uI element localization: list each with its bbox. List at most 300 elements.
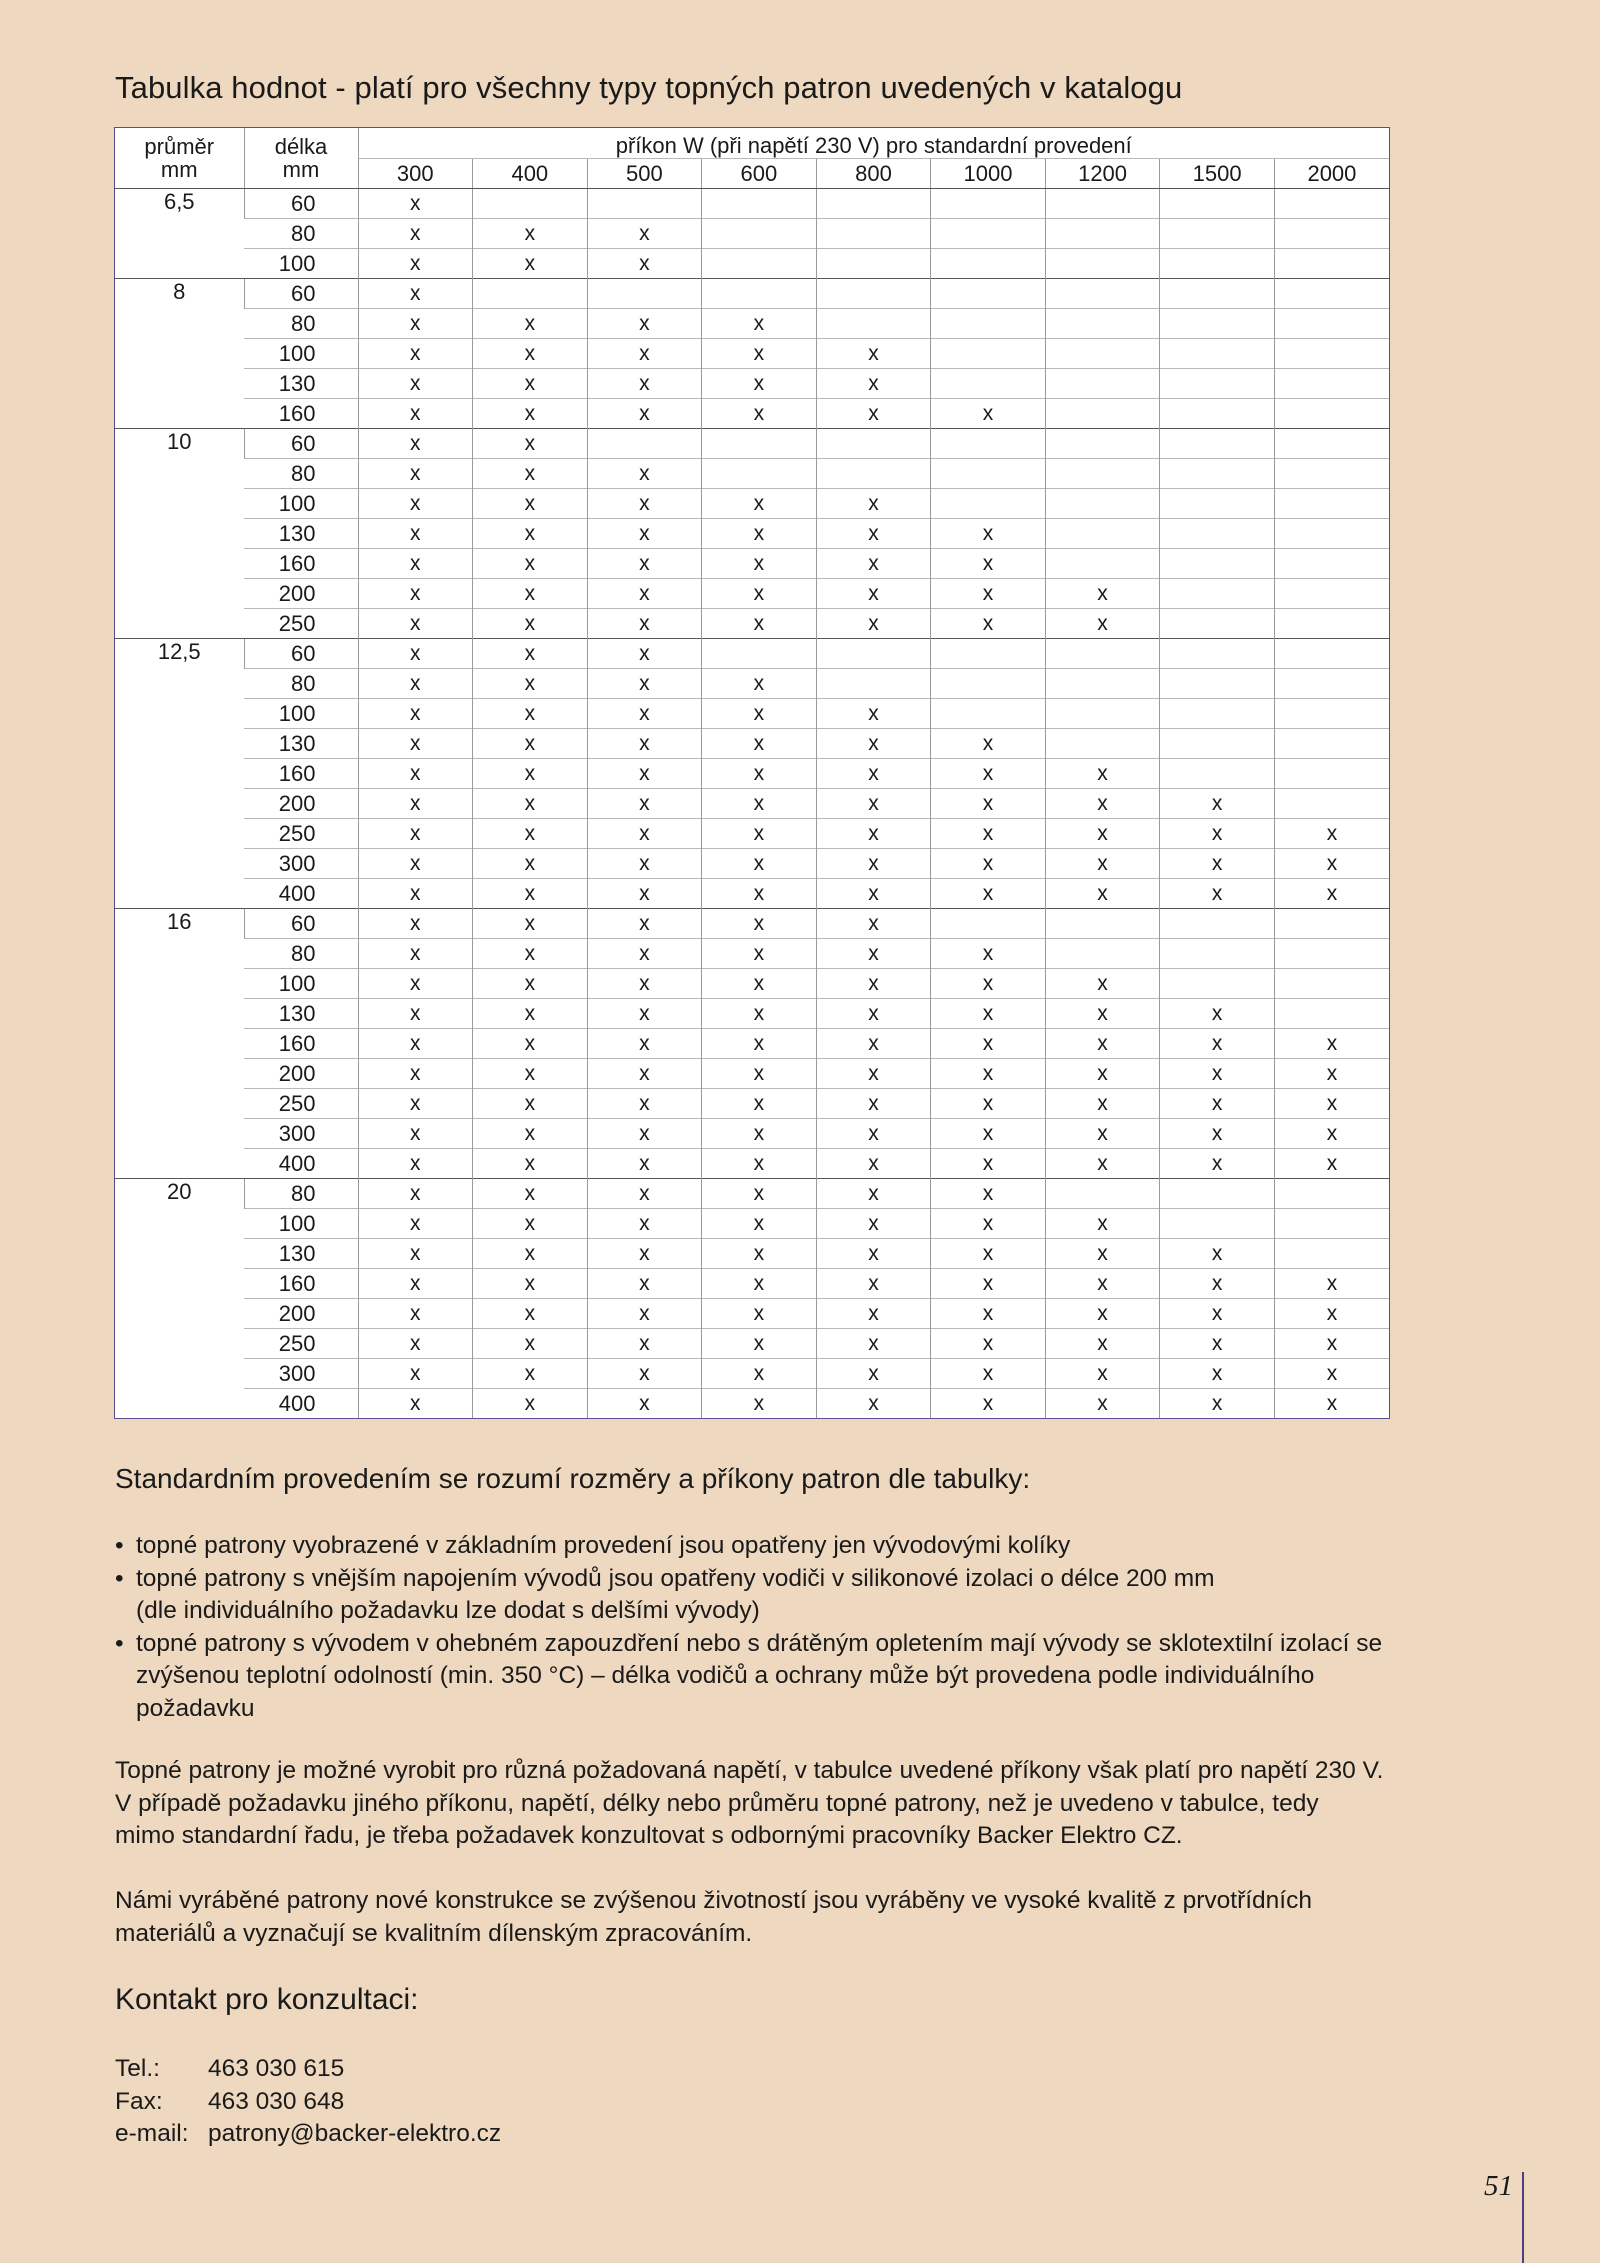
table-row xyxy=(115,1359,1389,1389)
empty-cell xyxy=(1045,279,1160,309)
availability-mark: x xyxy=(358,309,473,339)
availability-mark: x xyxy=(702,729,817,759)
empty-cell xyxy=(1274,939,1389,969)
availability-mark: x xyxy=(702,999,817,1029)
availability-mark: x xyxy=(702,519,817,549)
contact-heading: Kontakt pro konzultaci: xyxy=(115,1983,419,2016)
availability-mark: x xyxy=(1160,999,1275,1029)
diameter-cell: 20 xyxy=(115,1179,244,1419)
availability-mark: x xyxy=(358,1359,473,1389)
empty-cell xyxy=(1160,279,1275,309)
email-label: e-mail: xyxy=(115,2120,189,2147)
availability-mark: x xyxy=(816,1329,931,1359)
availability-mark: x xyxy=(702,1029,817,1059)
availability-mark: x xyxy=(816,939,931,969)
length-cell: 100 xyxy=(244,969,358,999)
availability-mark: x xyxy=(931,1149,1046,1179)
empty-cell xyxy=(702,429,817,459)
table-row xyxy=(115,279,1389,309)
header-power: příkon W (při napětí 230 V) pro standardní provedení xyxy=(358,128,1389,159)
availability-mark: x xyxy=(816,489,931,519)
availability-mark: x xyxy=(816,1359,931,1389)
empty-cell xyxy=(1274,549,1389,579)
availability-mark: x xyxy=(358,399,473,429)
availability-mark: x xyxy=(1274,1029,1389,1059)
availability-mark: x xyxy=(587,1329,702,1359)
header-power-column: 2000 xyxy=(1274,159,1389,189)
availability-mark: x xyxy=(358,189,473,219)
availability-mark: x xyxy=(587,879,702,909)
empty-cell xyxy=(816,309,931,339)
empty-cell xyxy=(1274,609,1389,639)
availability-mark: x xyxy=(1045,1359,1160,1389)
page-edge-rule xyxy=(1522,2172,1524,2263)
bullet-list xyxy=(115,1530,1535,1725)
availability-mark: x xyxy=(358,1029,473,1059)
empty-cell xyxy=(1274,1209,1389,1239)
availability-mark: x xyxy=(702,309,817,339)
availability-mark: x xyxy=(587,339,702,369)
table-row xyxy=(115,909,1389,939)
availability-mark: x xyxy=(816,999,931,1029)
availability-mark: x xyxy=(473,579,588,609)
empty-cell xyxy=(1160,609,1275,639)
availability-mark: x xyxy=(931,1059,1046,1089)
availability-mark: x xyxy=(587,729,702,759)
header-diameter: průměr xyxy=(144,133,215,159)
table-row xyxy=(115,459,1389,489)
empty-cell xyxy=(1160,639,1275,669)
header-power-column: 500 xyxy=(587,159,702,189)
table-row xyxy=(115,879,1389,909)
availability-mark: x xyxy=(473,1239,588,1269)
availability-mark: x xyxy=(587,549,702,579)
contact-email-row xyxy=(115,2118,501,2151)
length-cell: 200 xyxy=(244,1059,358,1089)
availability-mark: x xyxy=(358,549,473,579)
empty-cell xyxy=(1160,189,1275,219)
length-cell: 250 xyxy=(244,1089,358,1119)
header-diameter-unit: mm xyxy=(115,159,244,189)
availability-mark: x xyxy=(358,1209,473,1239)
empty-cell xyxy=(587,279,702,309)
availability-mark: x xyxy=(816,339,931,369)
availability-mark: x xyxy=(816,1119,931,1149)
availability-mark: x xyxy=(702,1179,817,1209)
table-row xyxy=(115,639,1389,669)
availability-mark: x xyxy=(1274,879,1389,909)
availability-mark: x xyxy=(931,609,1046,639)
paragraph-voltage xyxy=(115,1755,1555,1853)
contact-fax-row xyxy=(115,2086,501,2119)
availability-mark: x xyxy=(1274,1359,1389,1389)
empty-cell xyxy=(1274,399,1389,429)
table-row xyxy=(115,219,1389,249)
availability-mark: x xyxy=(1160,1059,1275,1089)
availability-mark: x xyxy=(473,1299,588,1329)
empty-cell xyxy=(473,189,588,219)
empty-cell xyxy=(1274,699,1389,729)
availability-mark: x xyxy=(1274,1389,1389,1419)
availability-mark: x xyxy=(587,1059,702,1089)
length-cell: 60 xyxy=(244,909,358,939)
availability-mark: x xyxy=(473,369,588,399)
empty-cell xyxy=(1045,189,1160,219)
availability-mark: x xyxy=(816,549,931,579)
table-row xyxy=(115,1179,1389,1209)
table-row xyxy=(115,249,1389,279)
availability-mark: x xyxy=(931,1269,1046,1299)
page-title: Tabulka hodnot - platí pro všechny typy topných patron uvedených v katalogu xyxy=(115,70,1183,105)
availability-mark: x xyxy=(702,1209,817,1239)
length-cell: 160 xyxy=(244,1269,358,1299)
availability-mark: x xyxy=(1160,879,1275,909)
availability-mark: x xyxy=(473,969,588,999)
header-length: délka xyxy=(244,128,358,159)
availability-mark: x xyxy=(702,579,817,609)
availability-mark: x xyxy=(702,549,817,579)
availability-mark: x xyxy=(473,309,588,339)
empty-cell xyxy=(1160,579,1275,609)
table-row xyxy=(115,1209,1389,1239)
table-row xyxy=(115,729,1389,759)
availability-mark: x xyxy=(1045,1029,1160,1059)
availability-mark: x xyxy=(1274,1269,1389,1299)
availability-mark: x xyxy=(587,1299,702,1329)
availability-mark: x xyxy=(358,489,473,519)
empty-cell xyxy=(1274,459,1389,489)
fax-label: Fax: xyxy=(115,2087,163,2115)
availability-mark: x xyxy=(931,1089,1046,1119)
availability-mark: x xyxy=(473,1089,588,1119)
empty-cell xyxy=(1274,579,1389,609)
availability-mark: x xyxy=(816,1389,931,1419)
availability-mark: x xyxy=(473,849,588,879)
availability-mark: x xyxy=(931,819,1046,849)
empty-cell xyxy=(702,459,817,489)
email-link[interactable]: patrony@backer-elektro.cz xyxy=(208,2120,502,2147)
empty-cell xyxy=(1160,699,1275,729)
availability-mark: x xyxy=(473,609,588,639)
empty-cell xyxy=(1160,1209,1275,1239)
length-cell: 130 xyxy=(244,999,358,1029)
availability-mark: x xyxy=(587,639,702,669)
availability-mark: x xyxy=(587,1119,702,1149)
availability-mark: x xyxy=(358,699,473,729)
availability-mark: x xyxy=(1274,1149,1389,1179)
availability-mark: x xyxy=(473,1179,588,1209)
empty-cell xyxy=(1160,759,1275,789)
availability-mark: x xyxy=(587,669,702,699)
availability-mark: x xyxy=(1045,759,1160,789)
availability-mark: x xyxy=(587,249,702,279)
availability-mark: x xyxy=(1045,849,1160,879)
availability-mark: x xyxy=(1274,1089,1389,1119)
availability-mark: x xyxy=(358,669,473,699)
length-cell: 80 xyxy=(244,669,358,699)
availability-mark: x xyxy=(587,1209,702,1239)
length-cell: 160 xyxy=(244,759,358,789)
length-cell: 200 xyxy=(244,1299,358,1329)
empty-cell xyxy=(1274,249,1389,279)
availability-mark: x xyxy=(931,729,1046,759)
diameter-cell: 8 xyxy=(115,279,244,429)
availability-mark: x xyxy=(1045,1089,1160,1119)
values-table xyxy=(115,128,1389,1418)
availability-mark: x xyxy=(702,339,817,369)
empty-cell xyxy=(1274,189,1389,219)
availability-mark: x xyxy=(702,879,817,909)
availability-mark: x xyxy=(1274,849,1389,879)
availability-mark: x xyxy=(1274,1059,1389,1089)
availability-mark: x xyxy=(473,549,588,579)
empty-cell xyxy=(1045,639,1160,669)
empty-cell xyxy=(1274,1239,1389,1269)
empty-cell xyxy=(1160,399,1275,429)
availability-mark: x xyxy=(358,459,473,489)
availability-mark: x xyxy=(473,819,588,849)
availability-mark: x xyxy=(816,1089,931,1119)
bullet-line: topné patrony s vývodem v ohebném zapouzdření nebo s drátěným opletením mají vývody se sklotextilní izolací se xyxy=(136,1629,1383,1657)
availability-mark: x xyxy=(1045,1329,1160,1359)
tel-value[interactable]: 463 030 615 xyxy=(208,2055,345,2082)
availability-mark: x xyxy=(931,939,1046,969)
availability-mark: x xyxy=(931,789,1046,819)
empty-cell xyxy=(1045,909,1160,939)
availability-mark: x xyxy=(816,699,931,729)
empty-cell xyxy=(816,219,931,249)
empty-cell xyxy=(1160,729,1275,759)
availability-mark: x xyxy=(702,1299,817,1329)
empty-cell xyxy=(1160,249,1275,279)
table-row xyxy=(115,1059,1389,1089)
paragraph-line: mimo standardní řadu, je třeba požadavek konzultovat s odbornými pracovníky Backer Elektro CZ. xyxy=(115,1822,1183,1849)
availability-mark: x xyxy=(1274,1329,1389,1359)
diameter-cell: 12,5 xyxy=(115,639,244,909)
availability-mark: x xyxy=(473,699,588,729)
tel-label: Tel.: xyxy=(115,2055,160,2082)
table-row xyxy=(115,669,1389,699)
availability-mark: x xyxy=(816,849,931,879)
availability-mark: x xyxy=(358,1149,473,1179)
empty-cell xyxy=(1274,969,1389,999)
empty-cell xyxy=(1045,1179,1160,1209)
availability-mark: x xyxy=(587,369,702,399)
availability-mark: x xyxy=(1160,789,1275,819)
length-cell: 100 xyxy=(244,339,358,369)
availability-mark: x xyxy=(1274,1119,1389,1149)
length-cell: 250 xyxy=(244,819,358,849)
length-cell: 400 xyxy=(244,1149,358,1179)
empty-cell xyxy=(1045,309,1160,339)
availability-mark: x xyxy=(931,1389,1046,1419)
availability-mark: x xyxy=(816,609,931,639)
availability-mark: x xyxy=(931,1239,1046,1269)
table-row xyxy=(115,1239,1389,1269)
header-power-column: 300 xyxy=(358,159,473,189)
empty-cell xyxy=(1274,279,1389,309)
availability-mark: x xyxy=(587,609,702,639)
availability-mark: x xyxy=(473,909,588,939)
table-row xyxy=(115,579,1389,609)
availability-mark: x xyxy=(931,1359,1046,1389)
empty-cell xyxy=(1045,429,1160,459)
empty-cell xyxy=(1160,1179,1275,1209)
table-row xyxy=(115,1029,1389,1059)
availability-mark: x xyxy=(816,1269,931,1299)
availability-mark: x xyxy=(358,1329,473,1359)
availability-mark: x xyxy=(702,1149,817,1179)
empty-cell xyxy=(1160,219,1275,249)
empty-cell xyxy=(1274,519,1389,549)
availability-mark: x xyxy=(473,1209,588,1239)
empty-cell xyxy=(1274,429,1389,459)
empty-cell xyxy=(931,219,1046,249)
bullet-line: topné patrony s vnějším napojením vývodů jsou opatřeny vodiči v silikonové izolaci o délce 200 mm xyxy=(136,1564,1215,1592)
empty-cell xyxy=(816,669,931,699)
availability-mark: x xyxy=(473,639,588,669)
availability-mark: x xyxy=(358,519,473,549)
empty-cell xyxy=(1045,699,1160,729)
availability-mark: x xyxy=(702,759,817,789)
availability-mark: x xyxy=(358,969,473,999)
availability-mark: x xyxy=(587,789,702,819)
availability-mark: x xyxy=(473,1059,588,1089)
header-power-column: 400 xyxy=(473,159,588,189)
bullet-icon: • xyxy=(115,1564,124,1592)
availability-mark: x xyxy=(1045,1209,1160,1239)
empty-cell xyxy=(1160,519,1275,549)
availability-mark: x xyxy=(587,1359,702,1389)
empty-cell xyxy=(587,429,702,459)
table-row xyxy=(115,549,1389,579)
length-cell: 60 xyxy=(244,279,358,309)
availability-mark: x xyxy=(702,609,817,639)
empty-cell xyxy=(931,639,1046,669)
availability-mark: x xyxy=(358,999,473,1029)
standard-heading: Standardním provedením se rozumí rozměry a příkony patron dle tabulky: xyxy=(115,1463,1031,1494)
availability-mark: x xyxy=(587,699,702,729)
empty-cell xyxy=(587,189,702,219)
length-cell: 80 xyxy=(244,459,358,489)
empty-cell xyxy=(1045,489,1160,519)
availability-mark: x xyxy=(1160,1299,1275,1329)
empty-cell xyxy=(931,339,1046,369)
empty-cell xyxy=(1045,459,1160,489)
empty-cell xyxy=(1274,999,1389,1029)
availability-mark: x xyxy=(816,909,931,939)
header-power-column: 800 xyxy=(816,159,931,189)
availability-mark: x xyxy=(587,579,702,609)
availability-mark: x xyxy=(931,1179,1046,1209)
availability-mark: x xyxy=(1045,1059,1160,1089)
availability-mark: x xyxy=(358,849,473,879)
availability-mark: x xyxy=(931,399,1046,429)
length-cell: 130 xyxy=(244,369,358,399)
empty-cell xyxy=(816,429,931,459)
availability-mark: x xyxy=(702,819,817,849)
availability-mark: x xyxy=(816,1299,931,1329)
availability-mark: x xyxy=(1160,1089,1275,1119)
availability-mark: x xyxy=(931,1209,1046,1239)
empty-cell xyxy=(1045,339,1160,369)
bullet-line: (dle individuálního požadavku lze dodat s delšími vývody) xyxy=(136,1597,760,1624)
availability-mark: x xyxy=(587,219,702,249)
empty-cell xyxy=(1274,219,1389,249)
availability-mark: x xyxy=(473,789,588,819)
availability-mark: x xyxy=(473,219,588,249)
empty-cell xyxy=(816,249,931,279)
table-row xyxy=(115,939,1389,969)
availability-mark: x xyxy=(358,759,473,789)
availability-mark: x xyxy=(702,1059,817,1089)
availability-mark: x xyxy=(816,519,931,549)
empty-cell xyxy=(1045,549,1160,579)
availability-mark: x xyxy=(587,1389,702,1419)
length-cell: 80 xyxy=(244,219,358,249)
availability-mark: x xyxy=(702,1389,817,1419)
availability-mark: x xyxy=(358,369,473,399)
table-row xyxy=(115,399,1389,429)
availability-mark: x xyxy=(473,1269,588,1299)
empty-cell xyxy=(931,909,1046,939)
availability-mark: x xyxy=(931,999,1046,1029)
availability-mark: x xyxy=(587,1269,702,1299)
length-cell: 300 xyxy=(244,1359,358,1389)
paragraph-line: materiálů a vyznačují se kvalitním dílenským zpracováním. xyxy=(115,1919,753,1947)
availability-mark: x xyxy=(358,879,473,909)
availability-mark: x xyxy=(1160,1389,1275,1419)
empty-cell xyxy=(1045,219,1160,249)
availability-mark: x xyxy=(473,489,588,519)
length-cell: 80 xyxy=(244,939,358,969)
length-cell: 160 xyxy=(244,399,358,429)
empty-cell xyxy=(931,189,1046,219)
empty-cell xyxy=(1160,909,1275,939)
availability-mark: x xyxy=(702,1119,817,1149)
table-row xyxy=(115,699,1389,729)
availability-mark: x xyxy=(587,849,702,879)
availability-mark: x xyxy=(1045,1269,1160,1299)
availability-mark: x xyxy=(1274,819,1389,849)
header-power-column: 600 xyxy=(702,159,817,189)
length-cell: 100 xyxy=(244,249,358,279)
availability-mark: x xyxy=(816,789,931,819)
availability-mark: x xyxy=(1045,579,1160,609)
empty-cell xyxy=(1045,369,1160,399)
availability-mark: x xyxy=(358,939,473,969)
availability-mark: x xyxy=(473,429,588,459)
table-row xyxy=(115,1389,1389,1419)
availability-mark: x xyxy=(1160,1239,1275,1269)
length-cell: 160 xyxy=(244,549,358,579)
availability-mark: x xyxy=(358,639,473,669)
availability-mark: x xyxy=(1160,819,1275,849)
length-cell: 200 xyxy=(244,789,358,819)
availability-mark: x xyxy=(358,909,473,939)
header-power-column: 1200 xyxy=(1045,159,1160,189)
availability-mark: x xyxy=(587,909,702,939)
availability-mark: x xyxy=(473,1029,588,1059)
length-cell: 60 xyxy=(244,639,358,669)
availability-mark: x xyxy=(816,369,931,399)
empty-cell xyxy=(931,279,1046,309)
length-cell: 100 xyxy=(244,1209,358,1239)
paragraph-line: Námi vyráběné patrony nové konstrukce se zvýšenou životností jsou vyráběny ve vysoké kvalitě z prvotřídních xyxy=(115,1887,1312,1914)
availability-mark: x xyxy=(358,819,473,849)
availability-mark: x xyxy=(1160,1149,1275,1179)
empty-cell xyxy=(1274,789,1389,819)
